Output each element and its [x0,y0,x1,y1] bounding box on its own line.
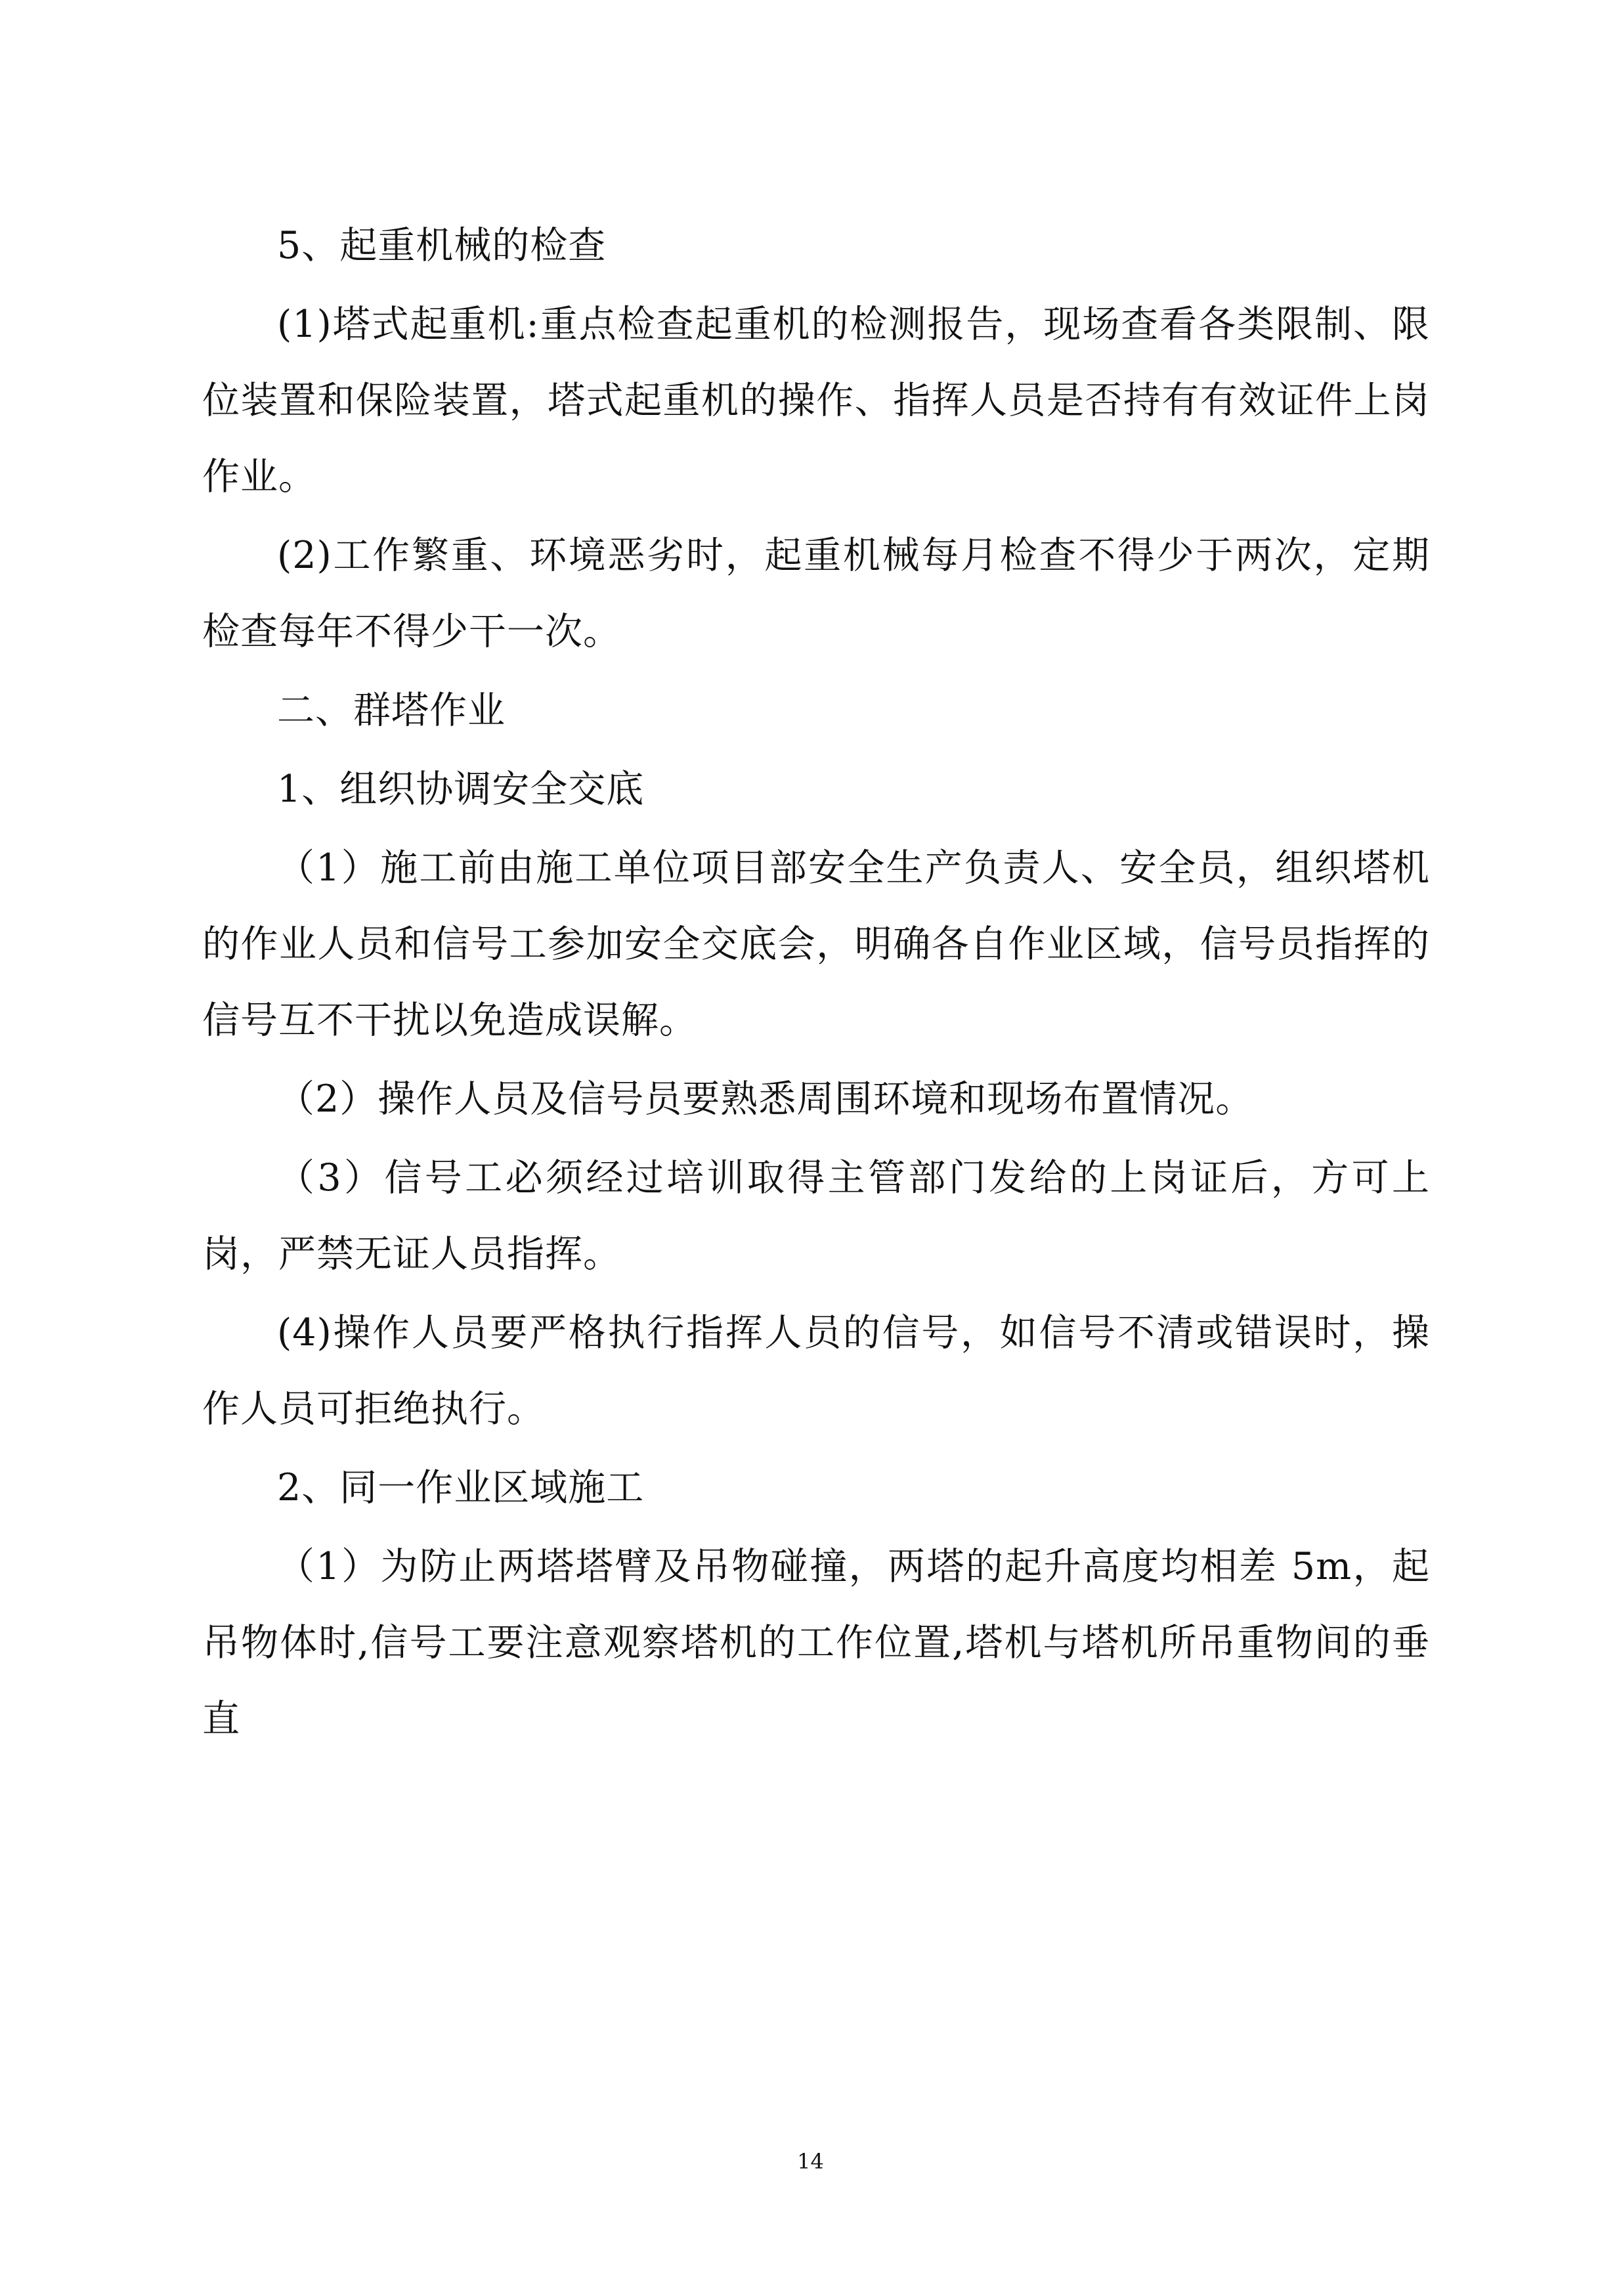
page-number: 14 [797,2149,824,2174]
paragraph-inspection-frequency: (2)工作繁重、环境恶劣时，起重机械每月检查不得少于两次，定期检查每年不得少干一次。 [202,534,1430,653]
section-heading-safety-briefing: 1、组织协调安全交底 [277,768,645,811]
section-heading-same-work-area: 2、同一作业区域施工 [277,1466,645,1509]
paragraph-collision-prevention: （1）为防止两塔塔臂及吊物碰撞，两塔的起升高度均相差 5m，起吊物体时,信号工要注意观察塔机的工作位置,塔机与塔机所吊重物间的垂直 [202,1545,1430,1741]
paragraph-briefing-meeting: （1）施工前由施工单位项目部安全生产负责人、安全员，组织塔机的作业人员和信号工参加安全交底会，明确各自作业区域，信号员指挥的信号互不干扰以免造成误解。 [202,846,1430,1042]
paragraph-signalman-certification: （3）信号工必须经过培训取得主管部门发给的上岗证后，方可上岗，严禁无证人员指挥。 [202,1156,1430,1276]
paragraph-follow-signals: (4)操作人员要严格执行指挥人员的信号，如信号不清或错误时，操作人员可拒绝执行。 [202,1311,1430,1431]
paragraph-know-environment: （2）操作人员及信号员要熟悉周围环境和现场布置情况。 [277,1077,1254,1121]
section-heading-crane-inspection: 5、起重机械的检查 [277,224,607,267]
paragraph-tower-crane-check: (1)塔式起重机:重点检查起重机的检测报告，现场查看各类限制、限位装置和保险装置，塔式起重机的操作、指挥人员是否持有有效证件上岗作业。 [202,303,1430,498]
section-heading-group-tower-operation: 二、群塔作业 [277,689,506,732]
document-body [202,207,1430,1757]
